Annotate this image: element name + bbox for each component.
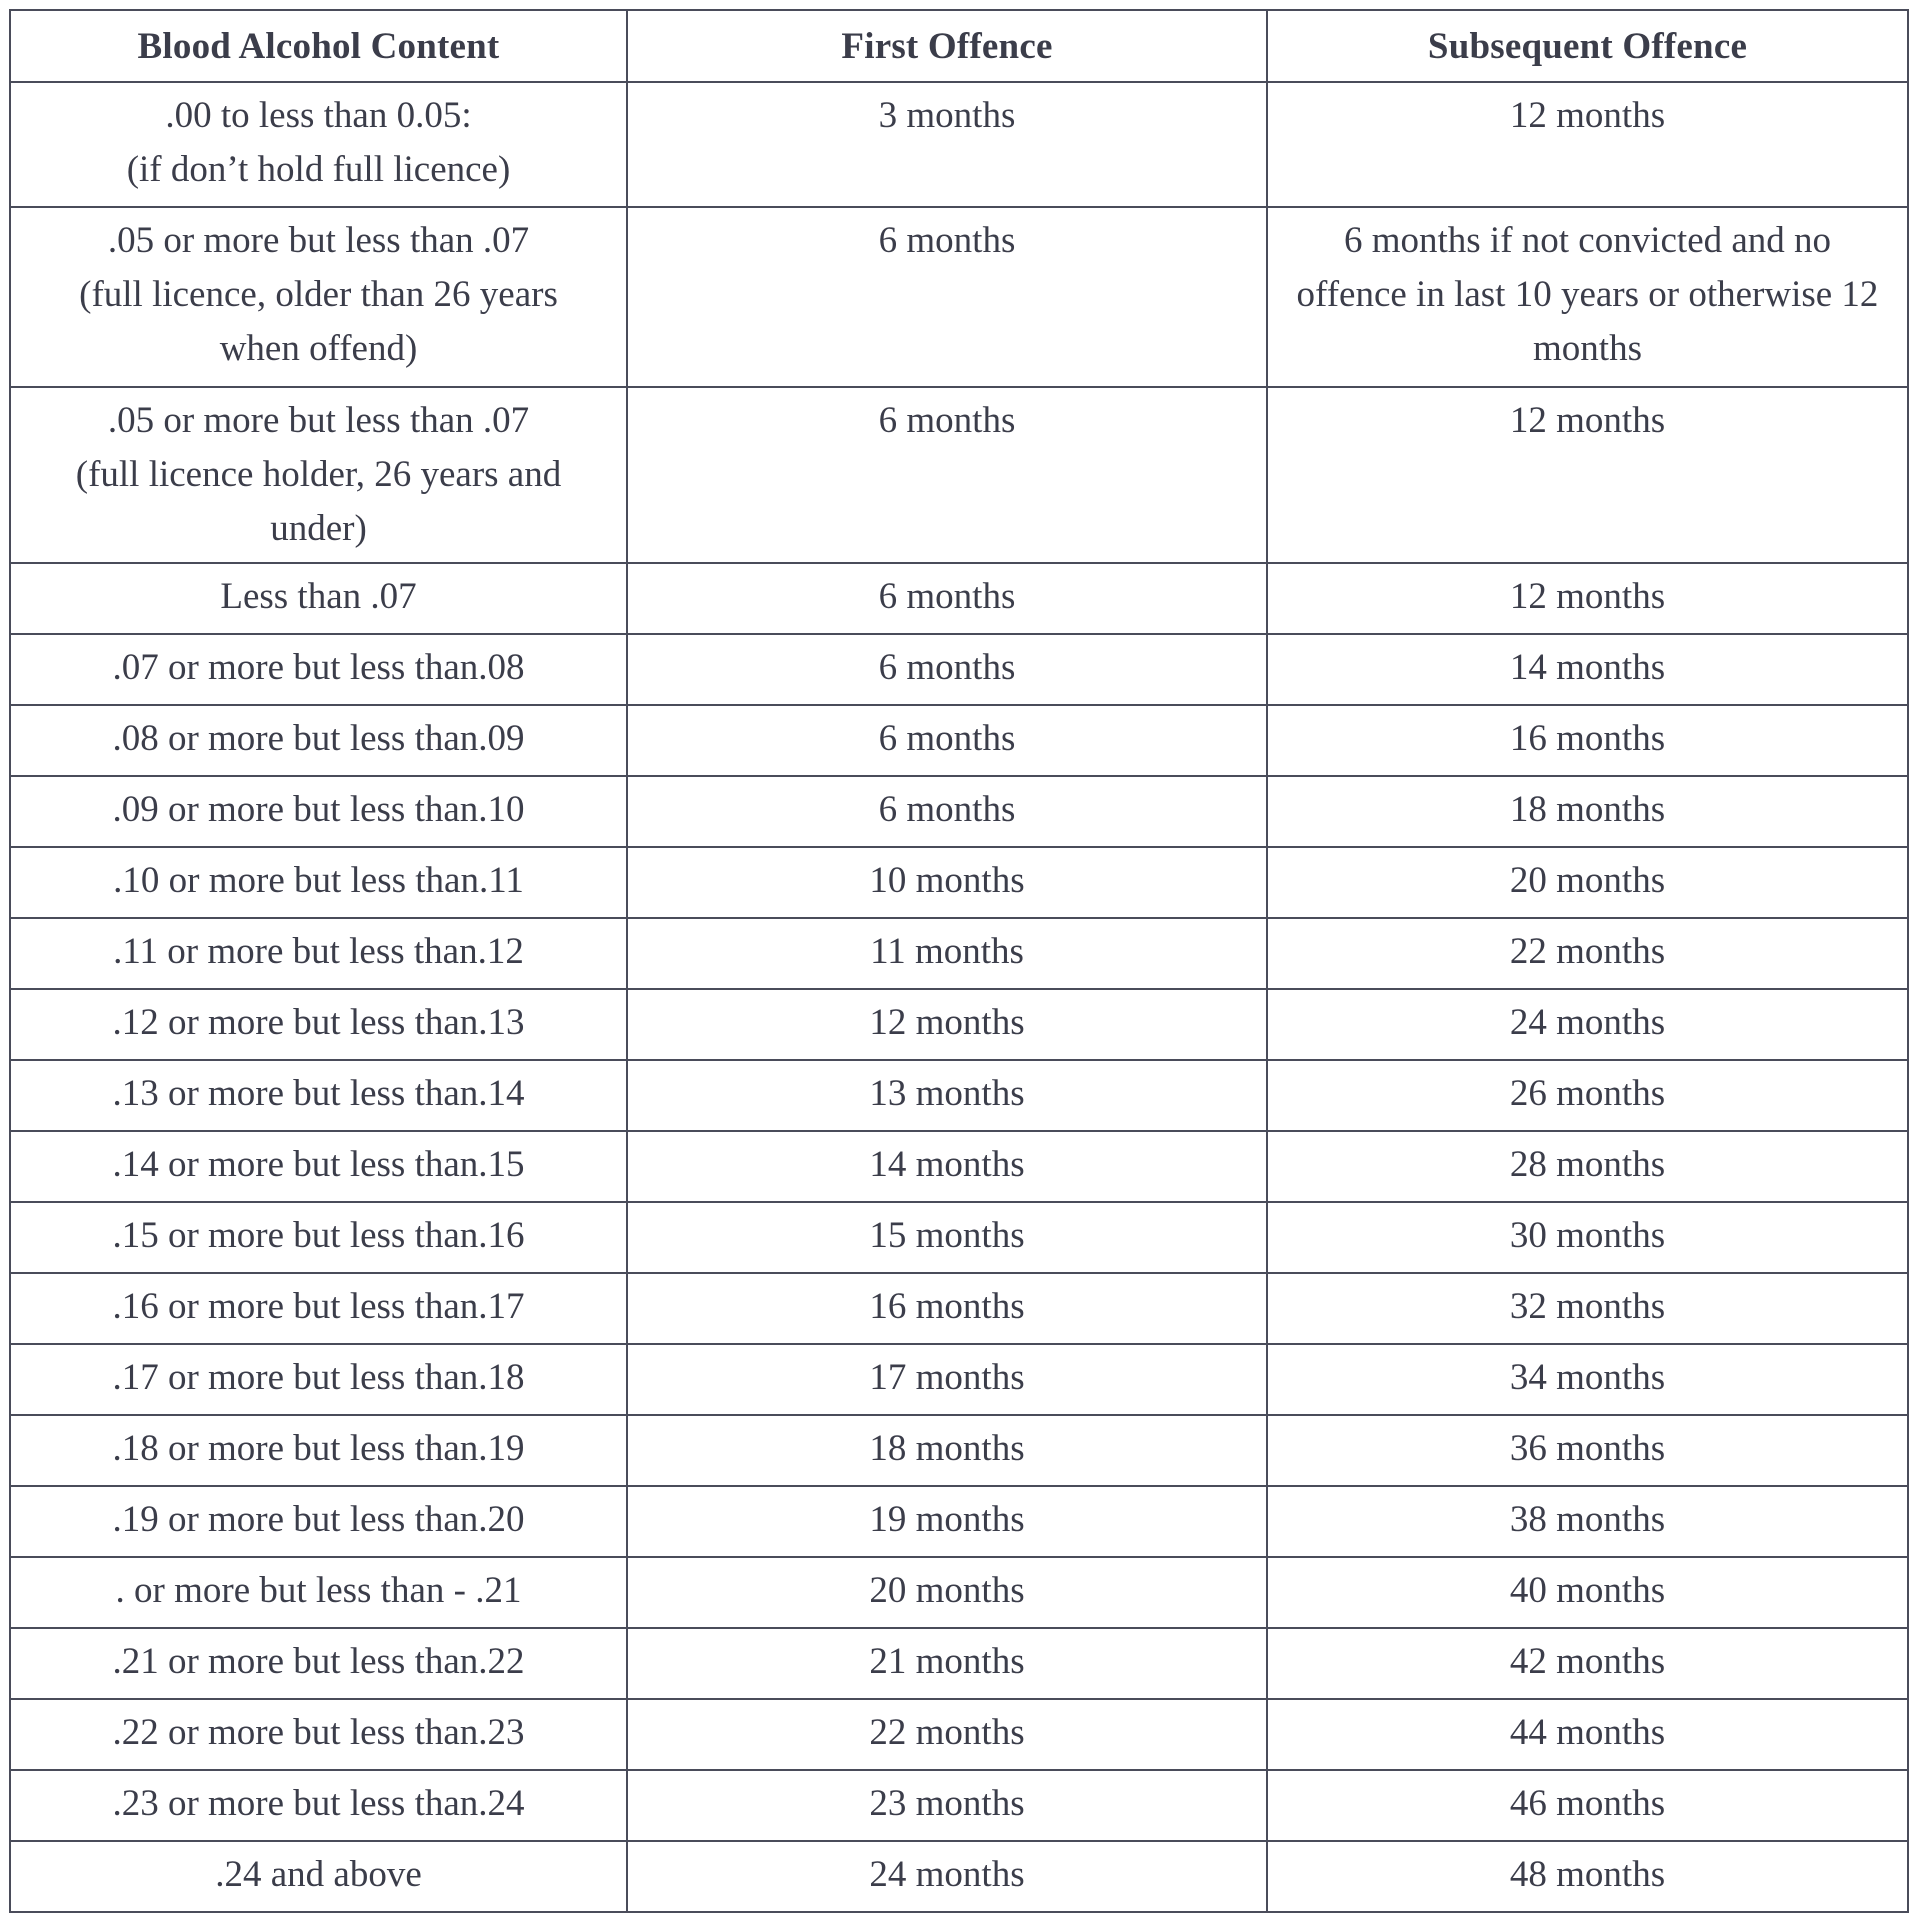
bac-cell [10, 1060, 627, 1131]
subsequent-line: 32 months [1509, 1286, 1666, 1327]
subsequent-line: 18 months [1509, 789, 1666, 830]
subsequent-line: 42 months [1509, 1641, 1666, 1682]
first-offence-cell: 16 months [627, 1273, 1267, 1344]
bac-line: .16 or more but less than.17 [112, 1286, 525, 1327]
subsequent-offence-cell [1267, 1202, 1908, 1273]
first-offence-cell: 24 months [627, 1841, 1267, 1912]
first-offence-cell: 22 months [627, 1699, 1267, 1770]
first-offence-cell: 6 months [627, 776, 1267, 847]
first-offence-cell: 20 months [627, 1557, 1267, 1628]
subsequent-offence-cell [1267, 989, 1908, 1060]
subsequent-line: 44 months [1509, 1712, 1666, 1753]
bac-cell [10, 989, 627, 1060]
subsequent-line: 38 months [1509, 1499, 1666, 1540]
table-row [10, 1628, 1908, 1699]
subsequent-offence-cell [1267, 705, 1908, 776]
subsequent-line: 14 months [1509, 647, 1666, 688]
subsequent-offence-cell [1267, 1273, 1908, 1344]
table-row [10, 1841, 1908, 1912]
bac-cell [10, 1628, 627, 1699]
subsequent-line: 48 months [1509, 1854, 1666, 1895]
header-first-offence: First Offence [627, 10, 1267, 82]
bac-cell [10, 1273, 627, 1344]
subsequent-offence-cell [1267, 776, 1908, 847]
table-row [10, 1486, 1908, 1557]
first-offence-cell: 23 months [627, 1770, 1267, 1841]
first-offence-cell: 6 months [627, 563, 1267, 634]
bac-line: .11 or more but less than.12 [113, 931, 524, 972]
subsequent-line: 26 months [1509, 1073, 1666, 1114]
penalty-table [9, 9, 1909, 1913]
bac-line: when offend) [219, 328, 418, 369]
table-row [10, 563, 1908, 634]
bac-line: .24 and above [215, 1854, 422, 1895]
bac-line: .05 or more but less than .07 [107, 400, 530, 441]
table-row [10, 918, 1908, 989]
first-offence-cell: 13 months [627, 1060, 1267, 1131]
bac-cell [10, 847, 627, 918]
subsequent-line: 30 months [1509, 1215, 1666, 1256]
bac-cell [10, 207, 627, 387]
bac-cell [10, 1202, 627, 1273]
bac-line: .08 or more but less than.09 [112, 718, 525, 759]
bac-cell [10, 563, 627, 634]
subsequent-line: months [1533, 328, 1642, 369]
table-row [10, 207, 1908, 387]
bac-line: .21 or more but less than.22 [112, 1641, 525, 1682]
table-row [10, 847, 1908, 918]
first-offence-cell: 6 months [627, 207, 1267, 387]
bac-line: .05 or more but less than .07 [107, 220, 530, 261]
subsequent-offence-cell [1267, 1060, 1908, 1131]
header-row [10, 10, 1908, 82]
table-row [10, 387, 1908, 563]
table-row [10, 1060, 1908, 1131]
first-offence-cell: 12 months [627, 989, 1267, 1060]
bac-cell [10, 1344, 627, 1415]
table-row [10, 634, 1908, 705]
subsequent-line: 6 months if not convicted and no [1343, 220, 1832, 261]
bac-cell [10, 776, 627, 847]
subsequent-offence-cell [1267, 1770, 1908, 1841]
bac-line: .23 or more but less than.24 [112, 1783, 525, 1824]
bac-cell [10, 705, 627, 776]
table-row [10, 1699, 1908, 1770]
bac-cell [10, 1486, 627, 1557]
subsequent-offence-cell [1267, 1131, 1908, 1202]
bac-cell [10, 1131, 627, 1202]
first-offence-cell: 11 months [627, 918, 1267, 989]
table-body [10, 82, 1908, 1912]
bac-line: .12 or more but less than.13 [112, 1002, 525, 1043]
bac-cell [10, 634, 627, 705]
subsequent-offence-cell [1267, 1841, 1908, 1912]
table-row [10, 1131, 1908, 1202]
bac-line: (full licence holder, 26 years and under) [75, 454, 562, 549]
bac-line: .09 or more but less than.10 [112, 789, 525, 830]
table-row [10, 1770, 1908, 1841]
first-offence-cell: 10 months [627, 847, 1267, 918]
first-offence-cell: 6 months [627, 387, 1267, 563]
subsequent-offence-cell [1267, 1415, 1908, 1486]
first-offence-cell: 19 months [627, 1486, 1267, 1557]
bac-line: .18 or more but less than.19 [112, 1428, 525, 1469]
bac-cell [10, 918, 627, 989]
bac-cell [10, 82, 627, 207]
table-row [10, 705, 1908, 776]
subsequent-line: 24 months [1509, 1002, 1666, 1043]
table-row [10, 1415, 1908, 1486]
first-offence-cell: 15 months [627, 1202, 1267, 1273]
subsequent-line: 12 months [1509, 576, 1666, 617]
subsequent-line: 12 months [1509, 95, 1666, 136]
first-offence-cell: 17 months [627, 1344, 1267, 1415]
subsequent-line: 46 months [1509, 1783, 1666, 1824]
subsequent-line: 20 months [1509, 860, 1666, 901]
table-row [10, 776, 1908, 847]
bac-cell [10, 1699, 627, 1770]
subsequent-line: offence in last 10 years or otherwise 12 [1296, 274, 1879, 315]
table-row [10, 989, 1908, 1060]
subsequent-offence-cell [1267, 207, 1908, 387]
subsequent-offence-cell [1267, 1486, 1908, 1557]
table-row [10, 1344, 1908, 1415]
bac-line: .15 or more but less than.16 [112, 1215, 525, 1256]
subsequent-offence-cell [1267, 1344, 1908, 1415]
header-bac: Blood Alcohol Content [10, 10, 627, 82]
first-offence-cell: 14 months [627, 1131, 1267, 1202]
subsequent-line: 22 months [1509, 931, 1666, 972]
subsequent-offence-cell [1267, 563, 1908, 634]
subsequent-line: 28 months [1509, 1144, 1666, 1185]
subsequent-offence-cell [1267, 1628, 1908, 1699]
bac-line: .10 or more but less than.11 [113, 860, 524, 901]
bac-line: .13 or more but less than.14 [112, 1073, 525, 1114]
bac-cell [10, 1415, 627, 1486]
table-row [10, 1273, 1908, 1344]
subsequent-line: 36 months [1509, 1428, 1666, 1469]
bac-cell [10, 1557, 627, 1628]
table-row [10, 1202, 1908, 1273]
subsequent-offence-cell [1267, 918, 1908, 989]
bac-line: .14 or more but less than.15 [112, 1144, 525, 1185]
bac-line: .17 or more but less than.18 [112, 1357, 525, 1398]
bac-cell [10, 387, 627, 563]
subsequent-offence-cell [1267, 634, 1908, 705]
first-offence-cell: 6 months [627, 634, 1267, 705]
table-row [10, 1557, 1908, 1628]
subsequent-line: 16 months [1509, 718, 1666, 759]
bac-line: Less than .07 [220, 576, 417, 617]
bac-line: (if don’t hold full licence) [126, 149, 511, 190]
bac-cell [10, 1841, 627, 1912]
subsequent-offence-cell [1267, 82, 1908, 207]
bac-line: .22 or more but less than.23 [112, 1712, 525, 1753]
subsequent-line: 40 months [1509, 1570, 1666, 1611]
subsequent-line: 34 months [1509, 1357, 1666, 1398]
first-offence-cell: 21 months [627, 1628, 1267, 1699]
bac-line: .07 or more but less than.08 [112, 647, 525, 688]
table-row [10, 82, 1908, 207]
first-offence-cell: 6 months [627, 705, 1267, 776]
subsequent-offence-cell [1267, 387, 1908, 563]
first-offence-cell: 18 months [627, 1415, 1267, 1486]
first-offence-cell: 3 months [627, 82, 1267, 207]
bac-line: . or more but less than - .21 [115, 1570, 522, 1611]
header-subsequent-offence: Subsequent Offence [1267, 10, 1908, 82]
subsequent-offence-cell [1267, 847, 1908, 918]
bac-line: .19 or more but less than.20 [112, 1499, 525, 1540]
bac-cell [10, 1770, 627, 1841]
bac-line: .00 to less than 0.05: [165, 95, 472, 136]
bac-line: (full licence, older than 26 years [79, 274, 558, 315]
subsequent-offence-cell [1267, 1557, 1908, 1628]
subsequent-offence-cell [1267, 1699, 1908, 1770]
subsequent-line: 12 months [1509, 400, 1666, 441]
